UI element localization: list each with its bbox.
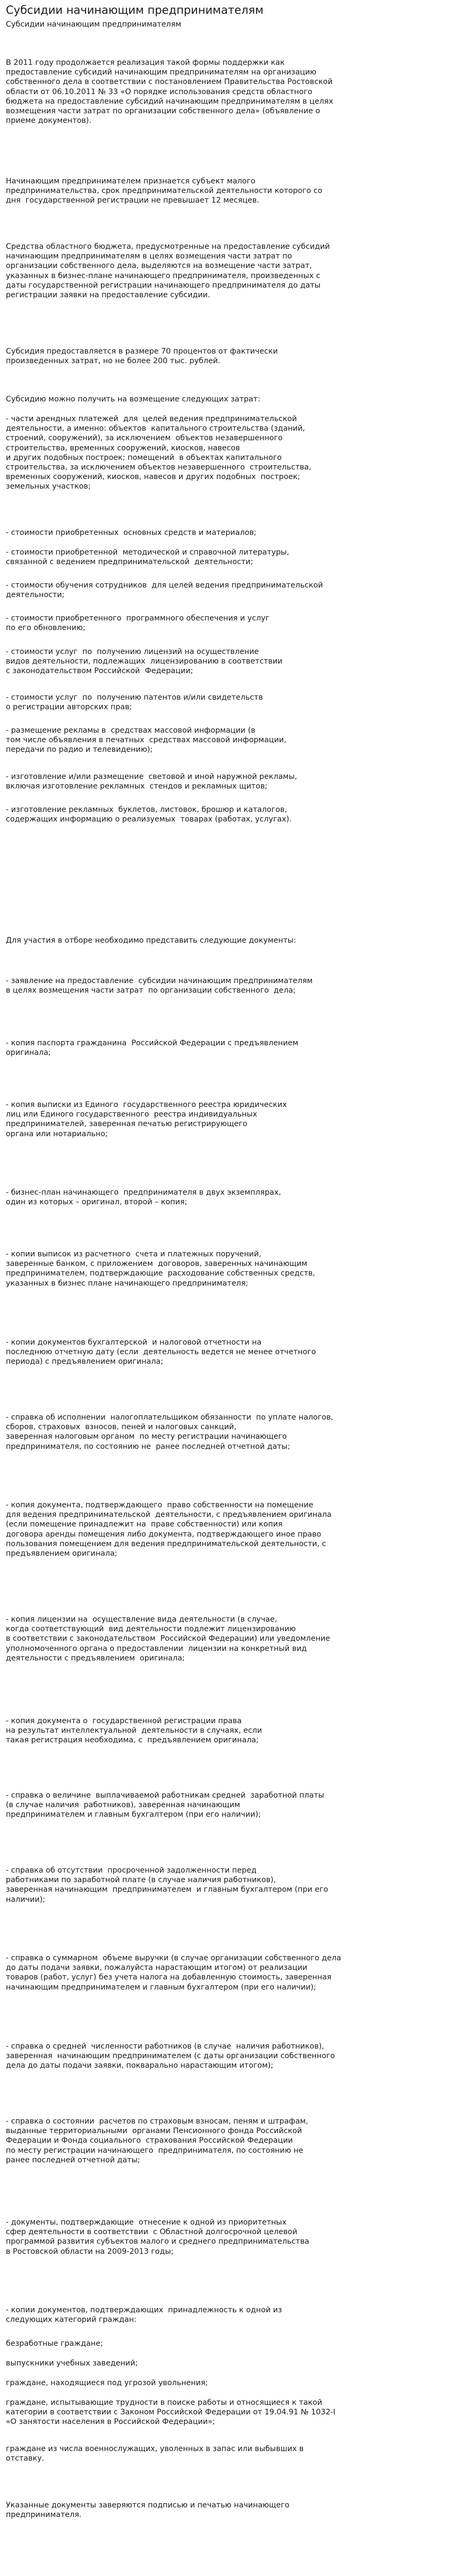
paragraph-line: - изготовление и/или размещение световой и иной наружной рекламы,: [6, 773, 298, 781]
paragraph-line: - копии документов бухгалтерской и налоговой отчетности на: [6, 1338, 262, 1347]
paragraph-line: указанных в бизнес-плане начинающего предпринимателя, произведенных с: [6, 271, 320, 280]
paragraph: [6, 1615, 447, 1663]
paragraph-line: начинающим предпринимателям в целях возмещения части затрат по: [6, 252, 292, 261]
paragraph-line: один из которых – оригинал, второй – копия;: [6, 1198, 188, 1207]
paragraph-line: предпринимателя.: [6, 2511, 82, 2520]
paragraph-line: области от 06.10.2011 № 33 «О порядке использования средств областного: [6, 87, 312, 96]
paragraph-line: товаров (работ, услуг) без учета налога на добавленную стоимость, заверенная: [6, 1973, 332, 1982]
paragraph-line: последнюю отчетную дату (если деятельность ведется не менее отчетного: [6, 1348, 316, 1357]
paragraph-line: выпускники учебных заведений;: [6, 2359, 138, 2368]
paragraph-line: когда соответствующий вид деятельности подлежит лицензированию: [6, 1625, 296, 1634]
paragraph: [6, 2218, 447, 2256]
paragraph-line: - заявление на предоставление субсидии начинающим предпринимателям: [6, 977, 313, 985]
paragraph: [6, 548, 447, 567]
paragraph-line: Указанные документы заверяются подписью и печатью начинающего: [6, 2501, 290, 2510]
paragraph-line: граждане из числа военнослужащих, уволенных в запас или выбывших в: [6, 2445, 304, 2453]
paragraph: [6, 581, 447, 600]
paragraph: [6, 1338, 447, 1367]
paragraph: [6, 2501, 447, 2520]
paragraph-line: работниками по заработной плате (в случае наличия работников),: [6, 1876, 276, 1885]
paragraph-line: Для участия в отборе необходимо представить следующие документы:: [6, 936, 296, 945]
paragraph: [6, 1038, 447, 1058]
paragraph-line: собственного дела в соответствии с постановлением Правительства Ростовской: [6, 78, 333, 87]
paragraph-line: - стоимости услуг по получению лицензий на осуществление: [6, 648, 259, 656]
paragraph: [6, 1188, 447, 1207]
paragraph-line: дела до даты подачи заявки, покварально нарастающим итогом);: [6, 2061, 274, 2070]
paragraph: [6, 726, 447, 755]
paragraph-line: земельных участков;: [6, 482, 91, 491]
page-title: Субсидии начинающим предпринимателям: [6, 4, 264, 16]
paragraph-line: возмещения части затрат по организации собственного дела» (объявление о: [6, 107, 320, 116]
paragraph: [6, 1866, 447, 1904]
paragraph-line: предпринимателем и главным бухгалтером (при его наличии);: [6, 1810, 261, 1819]
paragraph-line: предпринимателей, заверенная печатью регистрирующего: [6, 1120, 248, 1129]
paragraph-line: - справка об отсутствии просроченной задолженности перед: [6, 1866, 257, 1875]
paragraph: [6, 528, 447, 538]
paragraph-line: включая изготовление рекламных стендов и рекламных щитов;: [6, 782, 268, 791]
paragraph-line: для ведения предпринимательской деятельности, с предъявлением оригинала: [6, 1511, 332, 1520]
paragraph-line: деятельности;: [6, 591, 65, 600]
paragraph: [6, 647, 447, 676]
paragraph-line: программой развития субъектов малого и среднего предпринимательства: [6, 2237, 310, 2246]
paragraph: [6, 1953, 447, 1992]
paragraph-line: Федерации и Фонда социального страхования Российской Федерации: [6, 2136, 293, 2145]
paragraph-line: сфер деятельности в соответствии с Областной долгосрочной целевой: [6, 2228, 298, 2237]
paragraph-line: оригинала;: [6, 1048, 51, 1058]
paragraph-line: по месту регистрации начинающего предпринимателя, по состоянию не: [6, 2146, 303, 2155]
paragraph-line: ранее последней отчетной даты;: [6, 2155, 140, 2164]
paragraph-line: - документы, подтверждающие отнесение к одной из приоритетных: [6, 2218, 287, 2227]
paragraph: [6, 2117, 447, 2165]
paragraph: [6, 2359, 447, 2368]
paragraph-line: деятельности, а именно: объектов капитального строительства (зданий,: [6, 424, 305, 433]
paragraph-line: (если помещение принадлежит на праве собственности) или копия: [6, 1520, 283, 1529]
paragraph-line: в Ростовской области на 2009-2013 годы;: [6, 2247, 174, 2256]
paragraph-line: лиц или Единого государственного реестра индивидуальных: [6, 1110, 258, 1119]
paragraph-line: - изготовление рекламных буклетов, листовок, брошюр и каталогов,: [6, 805, 287, 814]
paragraph: [6, 1100, 447, 1139]
paragraph-line: - копия выписки из Единого государственного реестра юридических: [6, 1101, 287, 1109]
paragraph: [6, 976, 447, 995]
paragraph-line: - справка о состоянии расчетов по страховым взносам, пеням и штрафам,: [6, 2117, 308, 2126]
paragraph-line: передачи по радио и телевидению);: [6, 745, 153, 754]
paragraph-line: органа или нотариально;: [6, 1129, 108, 1138]
paragraph: [6, 2378, 447, 2388]
paragraph-line: в целях возмещения части затрат по организации собственного дела;: [6, 986, 296, 995]
paragraph-line: указанных в бизнес плане начинающего предпринимателя;: [6, 1279, 249, 1288]
paragraph-line: предпринимателя, по состоянию не ранее последней отчетной даты;: [6, 1442, 290, 1451]
paragraph-line: безработные граждане;: [6, 2339, 103, 2348]
paragraph-line: временных сооружений, киосков, навесов и других подобных построек;: [6, 473, 300, 482]
paragraph: [6, 2444, 447, 2463]
paragraph-line: дня государственной регистрации не превышает 12 месяцев.: [6, 196, 259, 205]
paragraph-line: бюджета на предоставление субсидий начинающим предпринимателям в целях: [6, 97, 334, 106]
paragraph-line: - размещение рекламы в средствах массовой информации (в: [6, 726, 256, 735]
paragraph-line: связанной с ведением предпринимательской деятельности;: [6, 558, 253, 567]
paragraph: [6, 58, 447, 125]
paragraph: [6, 1249, 447, 1288]
paragraph-line: - справка об исполнении налогоплательщиком обязанности по уплате налогов,: [6, 1413, 334, 1422]
paragraph-line: заверенная начинающим предпринимателем и главным бухгалтером (при его: [6, 1885, 328, 1894]
paragraph: [6, 2042, 447, 2071]
paragraph-line: - стоимости приобретенного программного обеспечения и услуг: [6, 614, 270, 623]
paragraph-line: пользования помещением для ведения предпринимательской деятельности, с: [6, 1539, 326, 1548]
paragraph-line: граждане, испытывающие трудности в поиске работы и относящиеся к такой: [6, 2398, 322, 2407]
paragraph-line: предпринимателем, подтверждающие расходование собственных средств,: [6, 1269, 316, 1278]
paragraph-line: строений, сооружений), за исключением объектов незавершенного: [6, 434, 283, 443]
paragraph-line: деятельности с предъявлением оригинала;: [6, 1654, 185, 1663]
paragraph-line: приеме документов).: [6, 116, 91, 125]
paragraph: [6, 1413, 447, 1451]
paragraph: [6, 2398, 447, 2427]
paragraph-line: о регистрации авторских прав;: [6, 703, 132, 712]
paragraph-line: - части арендных платежей для целей ведения предпринимательской: [6, 415, 297, 423]
paragraph-line: периода) с предъявлением оригинала;: [6, 1357, 164, 1366]
paragraph-line: предъявлением оригинала;: [6, 1549, 117, 1558]
paragraph-line: сборов, страховых взносов, пеней и налоговых санкций,: [6, 1423, 236, 1432]
paragraph-line: регистрации заявки на предоставление субсидии.: [6, 291, 210, 300]
paragraph-line: предоставление субсидий начинающим предпринимателям на организацию: [6, 68, 317, 77]
paragraph-line: Субсидию можно получить на возмещение следующих затрат:: [6, 395, 260, 404]
paragraph-line: - копии документов, подтверждающих принадлежность к одной из: [6, 2306, 282, 2314]
paragraph-line: - копия лицензии на осуществление вида деятельности (в случае,: [6, 1615, 277, 1624]
paragraph: [6, 2339, 447, 2348]
paragraph: [6, 1716, 447, 1746]
paragraph: [6, 414, 447, 492]
paragraph: [6, 347, 447, 366]
paragraph-line: - справка о суммарном объеме выручки (в случае организации собственного дела: [6, 1954, 342, 1962]
paragraph-line: такая регистрация необходима, с предъявлением оригинала;: [6, 1736, 259, 1745]
paragraph-line: - стоимости услуг по получению патентов и/или свидетельств: [6, 693, 263, 702]
paragraph-line: Средства областного бюджета, предусмотренные на предоставление субсидий: [6, 242, 330, 251]
paragraph: [6, 805, 447, 824]
paragraph: [6, 614, 447, 633]
paragraph-line: предпринимательства, срок предпринимательской деятельности которого со: [6, 187, 322, 196]
paragraph-line: В 2011 году продолжается реализация такой формы поддержки как: [6, 58, 285, 67]
page-subtitle: Субсидии начинающим предпринимателям: [6, 20, 182, 29]
paragraph-line: договора аренды помещения либо документа, подтверждающего иное право: [6, 1530, 321, 1539]
paragraph-line: с законодательством Российской Федерации;: [6, 667, 193, 676]
paragraph-line: произведенных затрат, но не более 200 тыс. рублей.: [6, 357, 220, 366]
paragraph-line: заверенная начинающим предпринимателем (с даты организации собственного: [6, 2052, 335, 2061]
paragraph: [6, 1791, 447, 1820]
paragraph-line: уполномоченного органа о предоставлении лицензии на конкретный вид: [6, 1644, 307, 1653]
paragraph: [6, 177, 447, 206]
paragraph-line: и других подобных построек; помещений в объектах капитального: [6, 453, 282, 462]
paragraph-line: - стоимости приобретенной методической и справочной литературы,: [6, 548, 290, 557]
paragraph-line: - копии выписок из расчетного счета и платежных поручений,: [6, 1250, 261, 1258]
paragraph-line: - копия документа, подтверждающего право собственности на помещение: [6, 1501, 313, 1509]
paragraph-line: следующих категорий граждан:: [6, 2315, 137, 2325]
paragraph-line: начинающим предпринимателем и главным бухгалтером (при его наличии);: [6, 1983, 316, 1992]
paragraph-line: строительства, временных сооружений, киосков, навесов: [6, 443, 240, 452]
paragraph-line: заверенная налоговым органом по месту регистрации начинающего: [6, 1432, 287, 1441]
paragraph-line: Начинающим предпринимателем признается субъект малого: [6, 177, 256, 186]
paragraph: [6, 936, 447, 945]
paragraph-line: «О занятости населения в Российской Федерации»;: [6, 2418, 215, 2427]
paragraph-line: - копия паспорта гражданина Российской Федерации с предъявлением: [6, 1039, 299, 1047]
paragraph-line: - копия документа о государственной регистрации права: [6, 1717, 242, 1725]
paragraph: [6, 2305, 447, 2325]
paragraph-line: наличии);: [6, 1895, 45, 1904]
paragraph-line: выданные территориальными органами Пенсионного фонда Российской: [6, 2127, 302, 2136]
paragraph-line: строительства, за исключением объектов незавершенного строительства,: [6, 463, 311, 472]
paragraph-line: том числе объявления в печатных средствах массовой информации,: [6, 736, 286, 745]
paragraph-line: - справка о величине выплачиваемой работникам средней заработной платы: [6, 1791, 325, 1800]
paragraph-line: - стоимости обучения сотрудников для целей ведения предпринимательской: [6, 581, 323, 590]
paragraph-line: Субсидия предоставляется в размере 70 процентов от фактически: [6, 347, 278, 356]
paragraph-line: видов деятельности, подлежащих лицензированию в соответствии: [6, 657, 283, 666]
paragraph-line: заверенные банком, с приложением договоров, заверенных начинающим: [6, 1260, 308, 1269]
paragraph-line: по его обновлению;: [6, 624, 86, 633]
paragraph: [6, 772, 447, 791]
paragraph: [6, 395, 447, 404]
paragraph-line: - стоимости приобретенных основных средств и материалов;: [6, 528, 257, 537]
paragraph-line: граждане, находящиеся под угрозой увольнения;: [6, 2379, 208, 2387]
paragraph-line: на результат интеллектуальной деятельности в случаях, если: [6, 1726, 262, 1735]
paragraph-line: в соответствии с законодательством Российской Федерации) или уведомление: [6, 1634, 330, 1643]
paragraph: [6, 1500, 447, 1558]
paragraph-line: - бизнес-план начинающего предпринимателя в двух экземплярах,: [6, 1188, 282, 1197]
paragraph-line: даты государственной регистрации начинающего предпринимателя до даты: [6, 281, 321, 290]
paragraph-line: категории в соответствии с Законом Российской Федерации от 19.04.91 № 1032-I: [6, 2408, 336, 2417]
paragraph-line: отставку.: [6, 2454, 45, 2463]
paragraph: [6, 242, 447, 300]
paragraph-line: до даты подачи заявки, пожалуйста нарастающим итогом) от реализации: [6, 1964, 308, 1973]
paragraph-line: содержащих информацию о реализуемых товарах (работах, услугах).: [6, 815, 292, 824]
paragraph-line: - справка о средней численности работников (в случае наличия работников),: [6, 2042, 325, 2051]
paragraph: [6, 693, 447, 712]
paragraph-line: организации собственного дела, выделяются на возмещение части затрат,: [6, 262, 312, 271]
paragraph-line: (в случае наличия работников), заверенная начинающим: [6, 1801, 240, 1810]
